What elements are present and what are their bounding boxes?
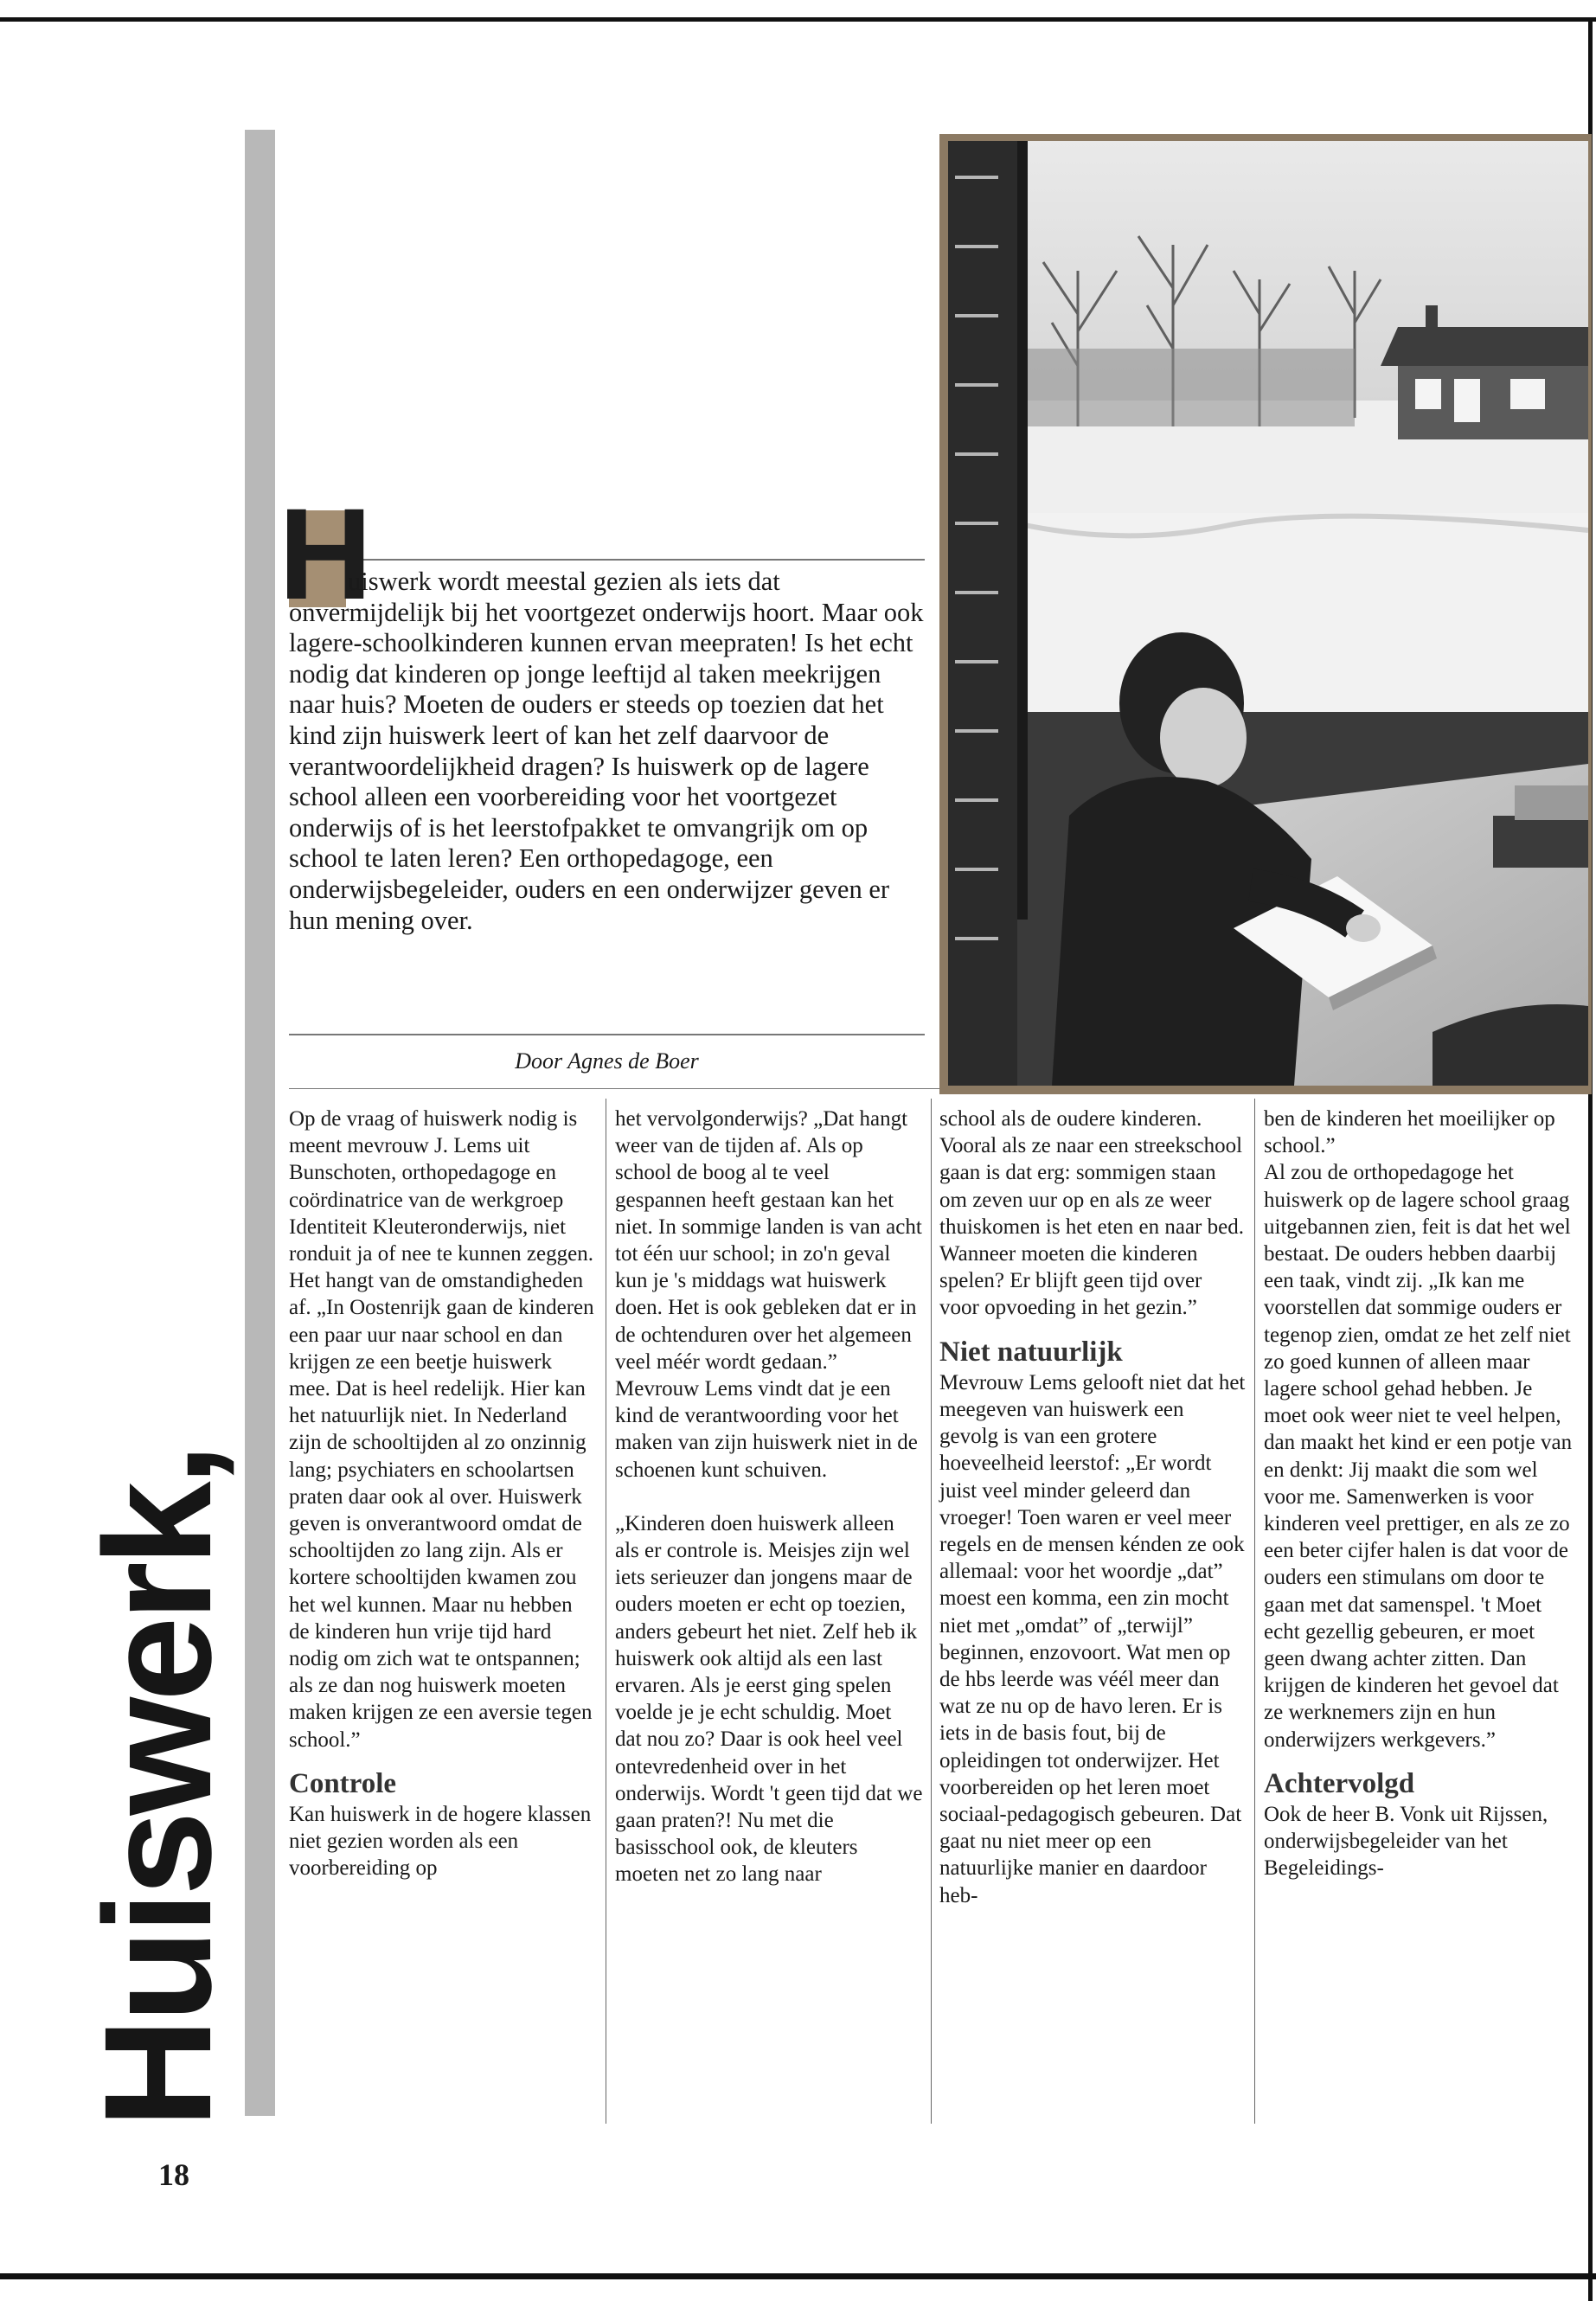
- title-gray-bar: [245, 130, 275, 2116]
- col2-paragraph-2: Mevrouw Lems vindt dat je een kind de verantwoording voor het maken van zijn huiswerk niet in de schoenen kunt schuiven.: [615, 1377, 918, 1482]
- intro-top-rule: [289, 559, 925, 561]
- col3-paragraph-1: school als de oudere kinderen. Vooral als ze naar een streekschool gaan is dat erg: sommigen staan om zeven uur op en als ze weer thuiskomen is het eten en naar bed. Wanneer moeten die kinderen spelen? Er blijft geen tijd over voor opvoeding in het gezin.”: [939, 1107, 1244, 1320]
- heading-achtervolgd: Achtervolgd: [1264, 1767, 1415, 1799]
- col1-paragraph-2: Kan huiswerk in de hogere klassen niet gezien worden als een voorbereiding op: [289, 1803, 592, 1881]
- col1-paragraph-1: Op de vraag of huiswerk nodig is meent mevrouw J. Lems uit Bunschoten, orthopedagoge en coördinatrice van de werkgroep Identiteit Kleuteronderwijs, niet ronduit ja of nee te kunnen zeggen. Het hangt van de omstandigheden af. „In Oostenrijk gaan de kinderen een paar uur naar school en dan krijgen ze een beetje huiswerk mee. Dat is heel redelijk. Hier kan het natuurlijk niet. In Nederland zijn de schooltijden al zo onzinnig lang; psychiaters en schoolartsen praten daar ook al over. Huiswerk geven is onverantwoord omdat de schooltijden zo lang zijn. Als er kortere schooltijden kwamen zou het wel kunnen. Maar nu hebben de kinderen hun vrije tijd hard nodig om zich wat te ontspannen; als ze dan nog huiswerk moeten maken krijgen ze een aversie tegen school.”: [289, 1107, 594, 1752]
- column-1: [289, 1106, 597, 1882]
- dropcap-letter: H: [279, 481, 373, 626]
- col2-paragraph-1: het vervolgonderwijs? „Dat hangt weer van de tijden af. Als op school de boog al te veel gespannen heeft gestaan kan het niet. In sommige landen is van acht tot één uur school; in zo'n geval kun je 's middags wat huiswerk doen. Het is ook gebleken dat er in de ochtenduren over het algemeen veel méér wordt gedaan.”: [615, 1107, 922, 1374]
- intro-text: uiswerk wordt meestal gezien als iets dat onvermijdelijk bij het voortgezet onderwijs hoort. Maar ook lagere-schoolkinderen kunnen ervan meepraten! Is het echt nodig dat kinderen op jonge leeftijd al taken meekrijgen naar huis? Moeten de ouders er steeds op toezien dat het kind zijn huiswerk leert of kan het zelf daarvoor de verantwoordelijkheid dragen? Is huiswerk op de lagere school alleen een voorbereiding voor het voortgezet onderwijs of is het leerstofpakket te omvangrijk om op school te laten leren? Een orthopedagoge, een onderwijsbegeleider, ouders en een onderwijzer geven er hun mening over.: [289, 567, 924, 935]
- column-3: [939, 1106, 1247, 1909]
- photo-boy-doing-homework: [948, 141, 1588, 1086]
- byline-rule: [289, 1034, 925, 1035]
- col3-paragraph-2: Mevrouw Lems gelooft niet dat het meegeven van huiswerk een gevolg is van een grotere hoeveelheid leerstof: „Er wordt juist veel minder geleerd dan vroeger! Toen waren er veel meer regels en de mensen kénden ze ook allemaal: voor het woordje „dat” moest een komma, een zin mocht niet met „omdat” of „terwijl” beginnen, enzovoort. Wat men op de hbs leerde was véél meer dan wat ze nu op de havo leren. Er is iets in de basis fout, bij de opleidingen tot onderwijzer. Het voorbereiden op het leren moet sociaal-pedagogisch gebeuren. Dat gaat nu niet meer op een natuurlijke manier en daardoor heb-: [939, 1370, 1246, 1907]
- page-frame-bottom: [0, 2273, 1596, 2279]
- column-separator-3: [1254, 1099, 1255, 2124]
- intro-paragraph: [289, 567, 925, 936]
- column-separator-2: [931, 1099, 932, 2124]
- page-frame-top: [0, 17, 1596, 22]
- column-4: [1264, 1106, 1575, 1882]
- heading-controle: Controle: [289, 1767, 397, 1799]
- byline: Door Agnes de Boer: [515, 1048, 699, 1074]
- heading-niet-natuurlijk: Niet natuurlijk: [939, 1336, 1123, 1368]
- photo-illustration: [948, 141, 1588, 1086]
- col2-paragraph-3: „Kinderen doen huiswerk alleen als er controle is. Meisjes zijn wel iets serieuzer dan jongens maar de ouders moeten er echt op toezien, anders gebeurt het niet. Zelf heb ik huiswerk ook altijd als een last ervaren. Als je eerst ging spelen voelde je je echt schuldig. Moet dat nou zo? Daar is ook heel veel ontevredenheid over in het onderwijs. Wordt 't geen tijd dat we gaan praten?! Nu met die basisschool ook, de kleuters moeten net zo lang naar: [615, 1511, 923, 1887]
- article-title: Huiswerk,: [74, 1447, 243, 2128]
- page-number: 18: [158, 2157, 189, 2192]
- col4-paragraph-3: Ook de heer B. Vonk uit Rijssen, onderwijsbegeleider van het Begeleidings-: [1264, 1803, 1548, 1881]
- col4-paragraph-1: ben de kinderen het moeilijker op school.”: [1264, 1107, 1555, 1158]
- column-2: [615, 1106, 923, 1888]
- col4-paragraph-2: Al zou de orthopedagoge het huiswerk op de lagere school graag uitgebannen zien, feit is dat het wel bestaat. De ouders hebben daarbij een taak, vindt zij. „Ik kan me voorstellen dat sommige ouders er tegenop zien, omdat ze het zelf niet zo goed kunnen of alleen maar lagere school gehad hebben. Je moet ook weer niet te veel helpen, dan maakt het kind er een potje van en denkt: Jij maakt die som wel voor me. Samenwerken is voor kinderen veel prettiger, en als ze zo een beter cijfer halen is dat voor de ouders een stimulans om door te gaan met dat samenspel. 't Moet echt gezellig gebeuren, er moet geen dwang achter zitten. Dan krijgen de kinderen het gevoel dat ze werknemers zijn en hun onderwijzers werkgevers.”: [1264, 1161, 1573, 1752]
